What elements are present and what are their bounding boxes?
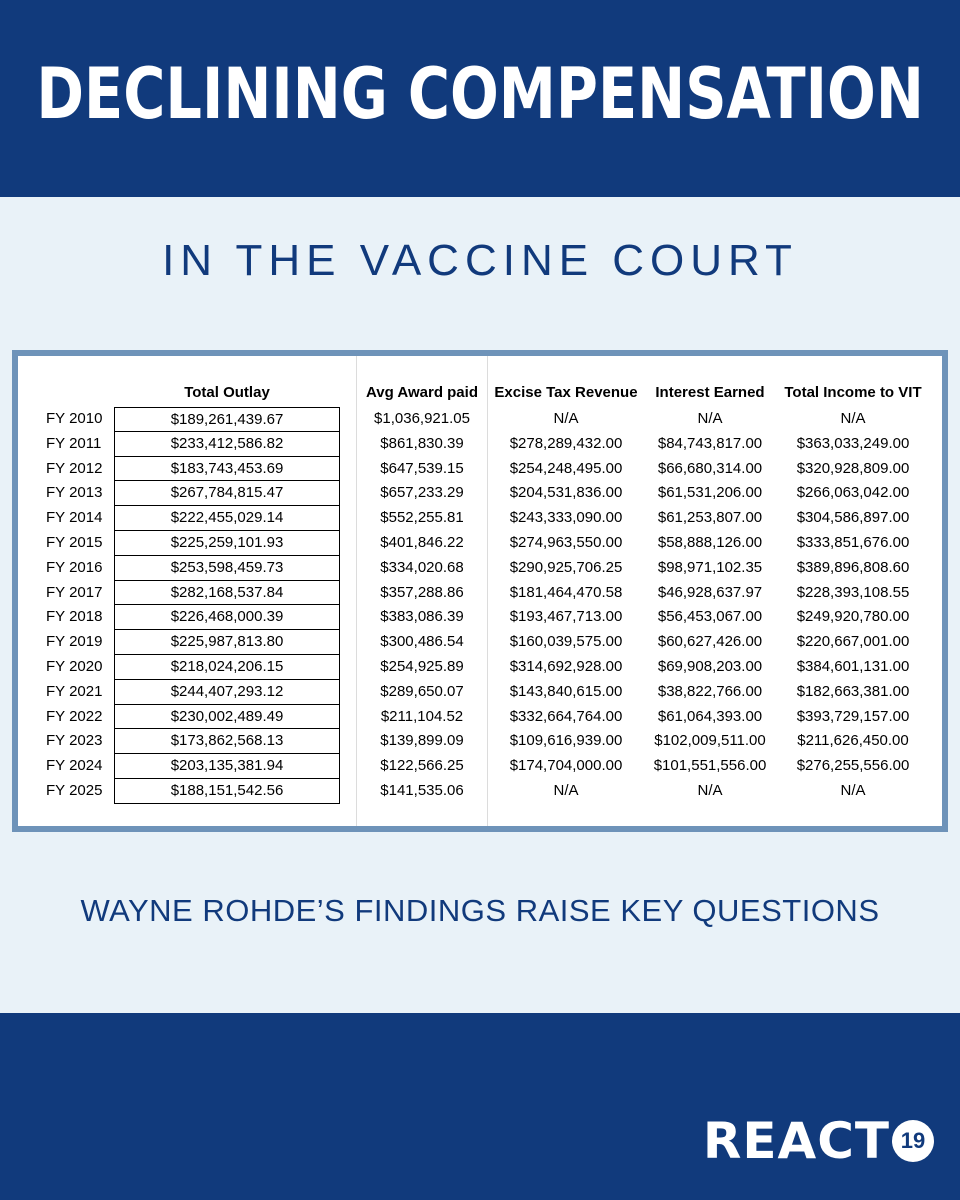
avg-award-cell: $122,566.25 — [380, 757, 464, 775]
excise-cell: $160,039,575.00 — [509, 633, 623, 651]
react19-logo — [703, 1112, 934, 1170]
total-income-cell: $389,896,808.60 — [796, 558, 910, 576]
header-avg-award: Avg Award paid — [366, 384, 478, 401]
interest-cell: $56,453,067.00 — [657, 608, 763, 626]
year-cell: FY 2024 — [46, 757, 103, 775]
year-cell: FY 2014 — [46, 509, 103, 527]
avg-award-cell: $300,486.54 — [380, 633, 464, 651]
excise-cell: $278,289,432.00 — [509, 434, 623, 452]
table-row — [18, 481, 942, 506]
year-cell: FY 2012 — [46, 459, 103, 477]
total-income-cell: $249,920,780.00 — [796, 608, 910, 626]
avg-award-cell: $139,899.09 — [380, 732, 464, 750]
table-row — [18, 457, 942, 482]
avg-award-cell: $357,288.86 — [380, 583, 464, 601]
outlay-cell: $267,784,815.47 — [114, 481, 340, 506]
excise-cell: $314,692,928.00 — [509, 658, 623, 675]
table-row — [18, 754, 942, 779]
header-band — [0, 0, 960, 197]
table-row — [18, 581, 942, 606]
interest-cell: $69,908,203.00 — [657, 658, 763, 675]
outlay-cell: $244,407,293.12 — [114, 680, 340, 705]
header-total-outlay: Total Outlay — [184, 384, 270, 401]
interest-cell: $38,822,766.00 — [657, 682, 763, 700]
excise-cell: $274,963,550.00 — [509, 534, 623, 551]
outlay-cell: $282,168,537.84 — [114, 581, 340, 606]
outlay-cell: $225,259,101.93 — [114, 531, 340, 556]
year-cell: FY 2025 — [46, 782, 103, 799]
total-income-cell: $363,033,249.00 — [796, 434, 910, 452]
excise-cell: $109,616,939.00 — [509, 732, 623, 750]
excise-cell: $332,664,764.00 — [509, 707, 623, 725]
avg-award-cell: $289,650.07 — [380, 682, 464, 700]
avg-award-cell: $552,255.81 — [380, 509, 464, 527]
table-row — [18, 705, 942, 730]
excise-cell: $174,704,000.00 — [509, 757, 623, 775]
total-income-cell: $320,928,809.00 — [796, 459, 910, 477]
total-income-cell: N/A — [840, 410, 866, 427]
total-income-cell: $182,663,381.00 — [796, 682, 910, 700]
excise-cell: N/A — [553, 410, 579, 427]
year-cell: FY 2015 — [46, 534, 103, 551]
excise-cell: $193,467,713.00 — [509, 608, 623, 626]
header-interest: Interest Earned — [655, 384, 765, 401]
subheading: IN THE VACCINE COURT — [162, 236, 798, 285]
total-income-cell: $333,851,676.00 — [796, 534, 910, 551]
year-cell: FY 2017 — [46, 583, 103, 601]
logo-badge: 19 — [892, 1120, 934, 1162]
outlay-cell: $233,412,586.82 — [114, 432, 340, 457]
interest-cell: $98,971,102.35 — [657, 558, 763, 576]
interest-cell: $46,928,637.97 — [657, 583, 763, 601]
interest-cell: $101,551,556.00 — [653, 757, 767, 775]
interest-cell: $84,743,817.00 — [657, 434, 763, 452]
year-cell: FY 2019 — [46, 633, 103, 651]
outlay-cell: $183,743,453.69 — [114, 457, 340, 482]
excise-cell: $290,925,706.25 — [509, 558, 623, 576]
avg-award-cell: $401,846.22 — [380, 534, 464, 551]
excise-cell: $243,333,090.00 — [509, 509, 623, 527]
excise-cell: $181,464,470.58 — [509, 583, 623, 601]
interest-cell: N/A — [697, 782, 723, 799]
table-row — [18, 506, 942, 531]
year-cell: FY 2018 — [46, 608, 103, 626]
page-title: DECLINING COMPENSATION — [36, 52, 924, 135]
table-row — [18, 630, 942, 655]
table-row — [18, 556, 942, 581]
table-row — [18, 531, 942, 556]
avg-award-cell: $383,086.39 — [380, 608, 464, 626]
excise-cell: N/A — [553, 782, 579, 799]
outlay-cell: $173,862,568.13 — [114, 729, 340, 754]
findings-caption: WAYNE ROHDE’S FINDINGS RAISE KEY QUESTIONS — [80, 893, 880, 928]
total-income-cell: N/A — [840, 782, 866, 799]
interest-cell: $61,531,206.00 — [657, 484, 763, 502]
year-cell: FY 2013 — [46, 484, 103, 502]
outlay-cell: $189,261,439.67 — [114, 407, 340, 432]
data-table-frame — [12, 350, 948, 832]
year-cell: FY 2010 — [46, 410, 103, 427]
excise-cell: $143,840,615.00 — [509, 682, 623, 700]
avg-award-cell: $211,104.52 — [380, 707, 464, 725]
outlay-cell: $222,455,029.14 — [114, 506, 340, 531]
total-income-cell: $276,255,556.00 — [796, 757, 910, 775]
total-income-cell: $304,586,897.00 — [796, 509, 910, 527]
avg-award-cell: $647,539.15 — [380, 459, 464, 477]
year-cell: FY 2023 — [46, 732, 103, 750]
table-row — [18, 729, 942, 754]
total-income-cell: $384,601,131.00 — [796, 658, 910, 675]
year-cell: FY 2021 — [46, 682, 103, 700]
total-income-cell: $393,729,157.00 — [796, 707, 910, 725]
header-total-income: Total Income to VIT — [784, 384, 922, 401]
year-cell: FY 2011 — [46, 434, 102, 452]
outlay-cell: $253,598,459.73 — [114, 556, 340, 581]
interest-cell: $102,009,511.00 — [654, 732, 766, 750]
total-income-cell: $266,063,042.00 — [796, 484, 910, 502]
outlay-cell: $230,002,489.49 — [114, 705, 340, 730]
interest-cell: $61,253,807.00 — [657, 509, 763, 527]
outlay-cell: $226,468,000.39 — [114, 605, 340, 630]
excise-cell: $254,248,495.00 — [509, 459, 623, 477]
footer-band — [0, 1013, 960, 1200]
avg-award-cell: $861,830.39 — [380, 434, 464, 452]
outlay-cell: $218,024,206.15 — [114, 655, 340, 680]
outlay-cell: $188,151,542.56 — [114, 779, 340, 804]
excise-cell: $204,531,836.00 — [509, 484, 623, 502]
table-row — [18, 432, 942, 457]
year-cell: FY 2016 — [46, 558, 103, 576]
avg-award-cell: $334,020.68 — [380, 558, 464, 576]
total-income-cell: $211,626,450.00 — [797, 732, 909, 750]
year-cell: FY 2022 — [46, 707, 103, 725]
table-row — [18, 680, 942, 705]
header-excise-tax: Excise Tax Revenue — [494, 384, 638, 401]
avg-award-cell: $254,925.89 — [380, 658, 464, 675]
interest-cell: $58,888,126.00 — [657, 534, 763, 551]
avg-award-cell: $141,535.06 — [380, 782, 464, 799]
interest-cell: $60,627,426.00 — [657, 633, 763, 651]
table-row — [18, 605, 942, 630]
table-row — [18, 407, 942, 432]
interest-cell: $66,680,314.00 — [657, 459, 763, 477]
logo-text: REACT — [702, 1112, 890, 1170]
table-row — [18, 655, 942, 680]
outlay-cell: $225,987,813.80 — [114, 630, 340, 655]
total-income-cell: $228,393,108.55 — [796, 583, 910, 601]
avg-award-cell: $1,036,921.05 — [374, 410, 470, 427]
interest-cell: N/A — [697, 410, 723, 427]
data-table — [18, 356, 942, 826]
year-cell: FY 2020 — [46, 658, 103, 675]
outlay-cell: $203,135,381.94 — [114, 754, 340, 779]
avg-award-cell: $657,233.29 — [380, 484, 464, 502]
interest-cell: $61,064,393.00 — [657, 707, 763, 725]
table-row — [18, 779, 942, 804]
total-income-cell: $220,667,001.00 — [796, 633, 910, 651]
